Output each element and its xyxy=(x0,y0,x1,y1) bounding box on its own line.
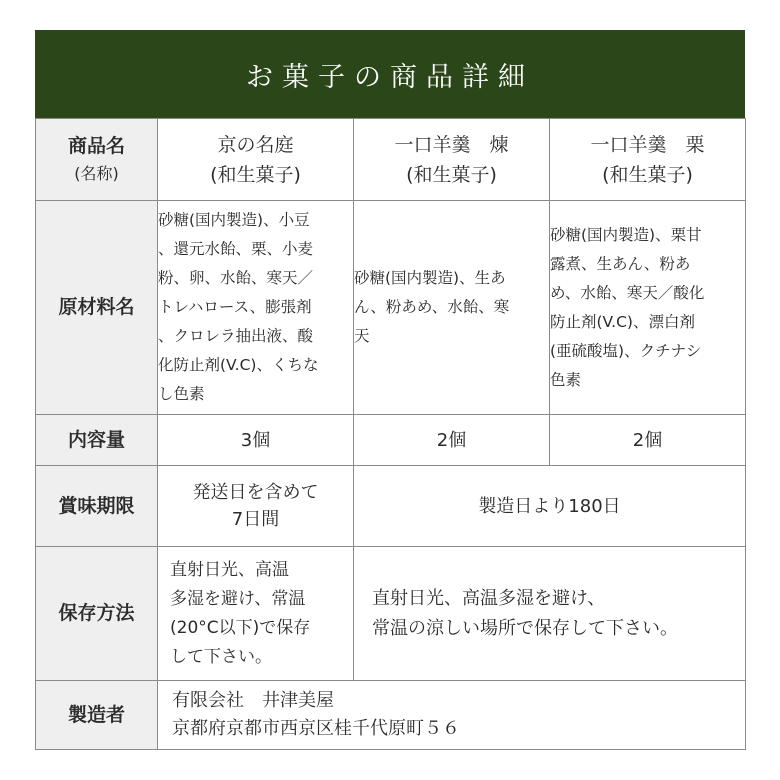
ingredient-line: 天 xyxy=(354,327,370,345)
product-spec-table xyxy=(35,118,746,750)
ingredient-line: 砂糖(国内製造)、小豆 xyxy=(158,211,310,229)
expiry-cell-2: 製造日より180日 xyxy=(354,466,746,547)
storage-line: 多湿を避け、常温 xyxy=(170,588,306,609)
product-name: 一口羊羹 栗 xyxy=(590,133,705,156)
ingredient-line: 、還元水飴、栗、小麦 xyxy=(158,240,314,258)
maker-address: 京都府京都市西京区桂千代原町５６ xyxy=(172,718,460,739)
header-product-name xyxy=(36,119,158,201)
header-sublabel: (名称) xyxy=(74,163,119,183)
row-product-name xyxy=(36,119,746,201)
expiry-cell-1 xyxy=(158,466,354,547)
ingredient-line: 化防止剤(V.C)、くちな xyxy=(158,356,319,374)
expiry-line: 発送日を含めて xyxy=(192,482,319,503)
product-name: 一口羊羹 煉 xyxy=(394,133,509,156)
product-cell-1 xyxy=(158,119,354,201)
ingredients-cell-2 xyxy=(354,201,550,415)
ingredient-line: 、クロレラ抽出液、酸 xyxy=(158,327,314,345)
header-label: 商品名 xyxy=(67,134,125,157)
quantity-cell-3: 2個 xyxy=(550,415,746,466)
product-name: 京の名庭 xyxy=(217,133,294,156)
ingredient-line: (亜硫酸塩)、クチナシ xyxy=(550,341,702,360)
quantity-cell-1: 3個 xyxy=(158,415,354,466)
page-title: お菓子の商品詳細 xyxy=(35,30,745,118)
storage-line: 常温の涼しい場所で保存して下さい。 xyxy=(372,617,678,639)
ingredient-line: ん、粉あめ、水飴、寒 xyxy=(354,298,510,316)
header-expiry: 賞味期限 xyxy=(36,466,158,547)
ingredient-line: 砂糖(国内製造)、栗甘 xyxy=(550,225,702,244)
expiry-line: 7日間 xyxy=(231,509,280,530)
ingredient-line: し色素 xyxy=(158,385,205,403)
product-type: (和生菓子) xyxy=(210,163,301,186)
row-storage xyxy=(36,547,746,681)
row-expiry xyxy=(36,466,746,547)
ingredient-line: 露煮、生あん、粉あ xyxy=(550,254,691,273)
maker-company: 有限会社 井津美屋 xyxy=(172,690,334,711)
row-quantity xyxy=(36,415,746,466)
ingredient-line: 粉、卵、水飴、寒天／ xyxy=(158,269,314,287)
storage-cell-1 xyxy=(158,547,354,681)
maker-cell xyxy=(158,681,746,750)
header-storage: 保存方法 xyxy=(36,547,158,681)
ingredient-line: トレハロース、膨張剤 xyxy=(158,298,312,316)
storage-line: (20°C以下)で保存 xyxy=(170,617,311,638)
storage-cell-2 xyxy=(354,547,746,681)
row-ingredients xyxy=(36,201,746,415)
product-type: (和生菓子) xyxy=(602,163,693,186)
product-detail-sheet xyxy=(35,30,745,750)
storage-line: して下さい。 xyxy=(170,646,272,667)
ingredient-line: 色素 xyxy=(550,370,582,389)
product-cell-2 xyxy=(354,119,550,201)
header-quantity: 内容量 xyxy=(36,415,158,466)
ingredient-line: 砂糖(国内製造)、生あ xyxy=(354,269,506,287)
ingredient-line: 防止剤(V.C)、漂白剤 xyxy=(550,312,695,331)
ingredients-cell-3 xyxy=(550,201,746,415)
header-maker: 製造者 xyxy=(36,681,158,750)
ingredients-cell-1 xyxy=(158,201,354,415)
quantity-cell-2: 2個 xyxy=(354,415,550,466)
storage-line: 直射日光、高温多湿を避け、 xyxy=(372,587,606,609)
header-ingredients: 原材料名 xyxy=(36,201,158,415)
product-type: (和生菓子) xyxy=(406,163,497,186)
ingredient-line: め、水飴、寒天／酸化 xyxy=(550,283,705,302)
row-maker xyxy=(36,681,746,750)
product-cell-3 xyxy=(550,119,746,201)
storage-line: 直射日光、高温 xyxy=(170,559,289,580)
